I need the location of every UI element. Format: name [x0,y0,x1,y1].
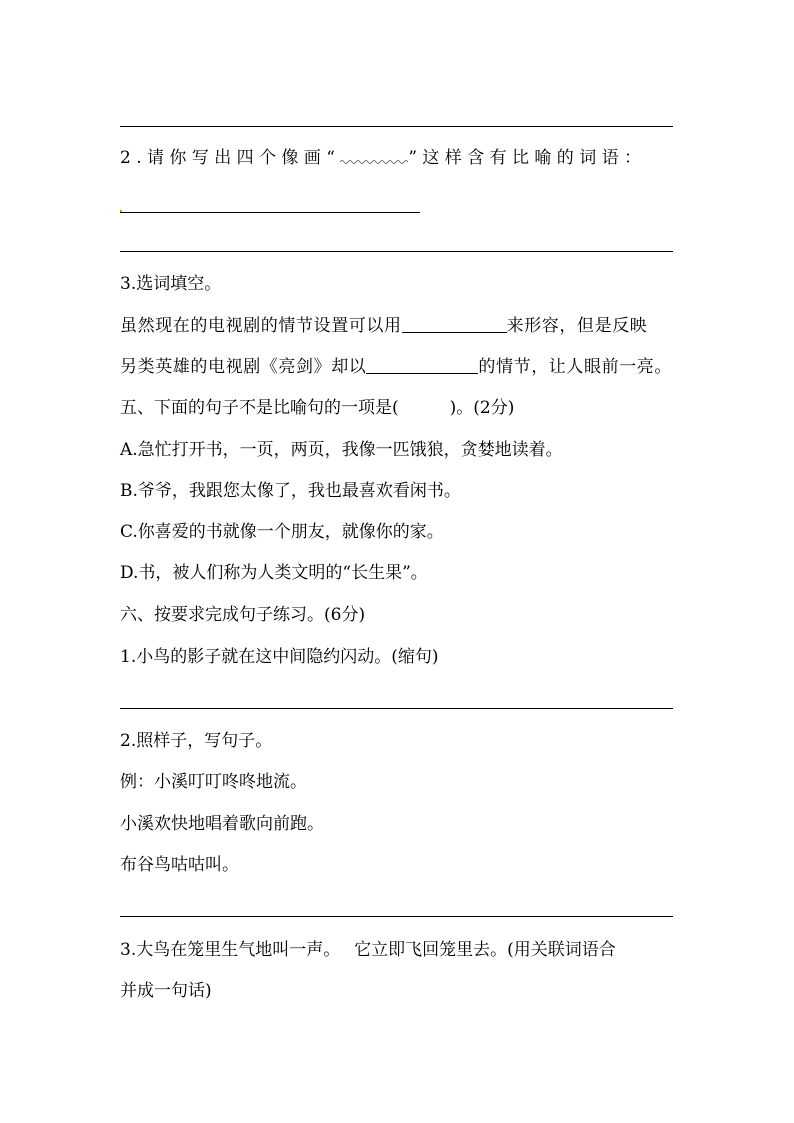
option-b[interactable]: B.爷爷，我跟您太像了，我也最喜欢看闲书。 [120,481,461,501]
question-imitate: 2.照样子，写句子。 [120,731,273,751]
option-d[interactable]: D.书，被人们称为人类文明的“长生果”。 [120,563,428,583]
section-heading-6: 六、按要求完成句子练习。(6分) [120,605,366,625]
wavy-blank[interactable] [340,149,408,165]
question-combine: 3.大鸟在笼里生气地叫一声。 它立即飞回笼里去。(用关联词语合 [120,940,616,960]
sentence-text: 的情节，让人眼前一亮。 [478,357,673,377]
question-similes [120,146,646,170]
answer-line[interactable] [120,708,673,709]
question-combine-cont: 并成一句话) [120,981,212,1001]
section-heading-5: 五、下面的句子不是比喻句的一项是( )。(2分) [120,398,515,418]
example-answer: 小溪欢快地唱着歌向前跑。 [120,814,324,834]
example-text: 例：小溪叮叮咚咚地流。 [120,772,307,792]
sentence-text: 虽然现在的电视剧的情节设置可以用 [120,316,402,336]
answer-line[interactable] [120,212,420,213]
question-text: ”这样含有比喻的词语： [408,148,647,168]
fill-sentence-1 [120,314,647,338]
sentence-text: 另类英雄的电视剧《亮剑》却以 [120,357,367,377]
option-c[interactable]: C.你喜爱的书就像一个朋友，就像你的家。 [120,522,444,542]
sentence-text: 来形容，但是反映 [506,316,648,336]
question-text: 2.请你写出四个像画“ [120,148,341,168]
fill-sentence-2 [120,355,672,379]
answer-line [120,126,673,127]
fill-blank[interactable] [366,355,478,374]
task-text: 布谷鸟咕咕叫。 [120,855,239,875]
question-condense: 1.小鸟的影子就在这中间隐约闪动。(缩句) [120,647,439,667]
answer-line[interactable] [120,916,673,917]
question-title: 3.选词填空。 [120,274,222,294]
fill-blank[interactable] [402,314,507,333]
option-a[interactable]: A.急忙打开书，一页，两页，我像一匹饿狼，贪婪地读着。 [120,440,563,460]
answer-line[interactable] [120,251,673,252]
